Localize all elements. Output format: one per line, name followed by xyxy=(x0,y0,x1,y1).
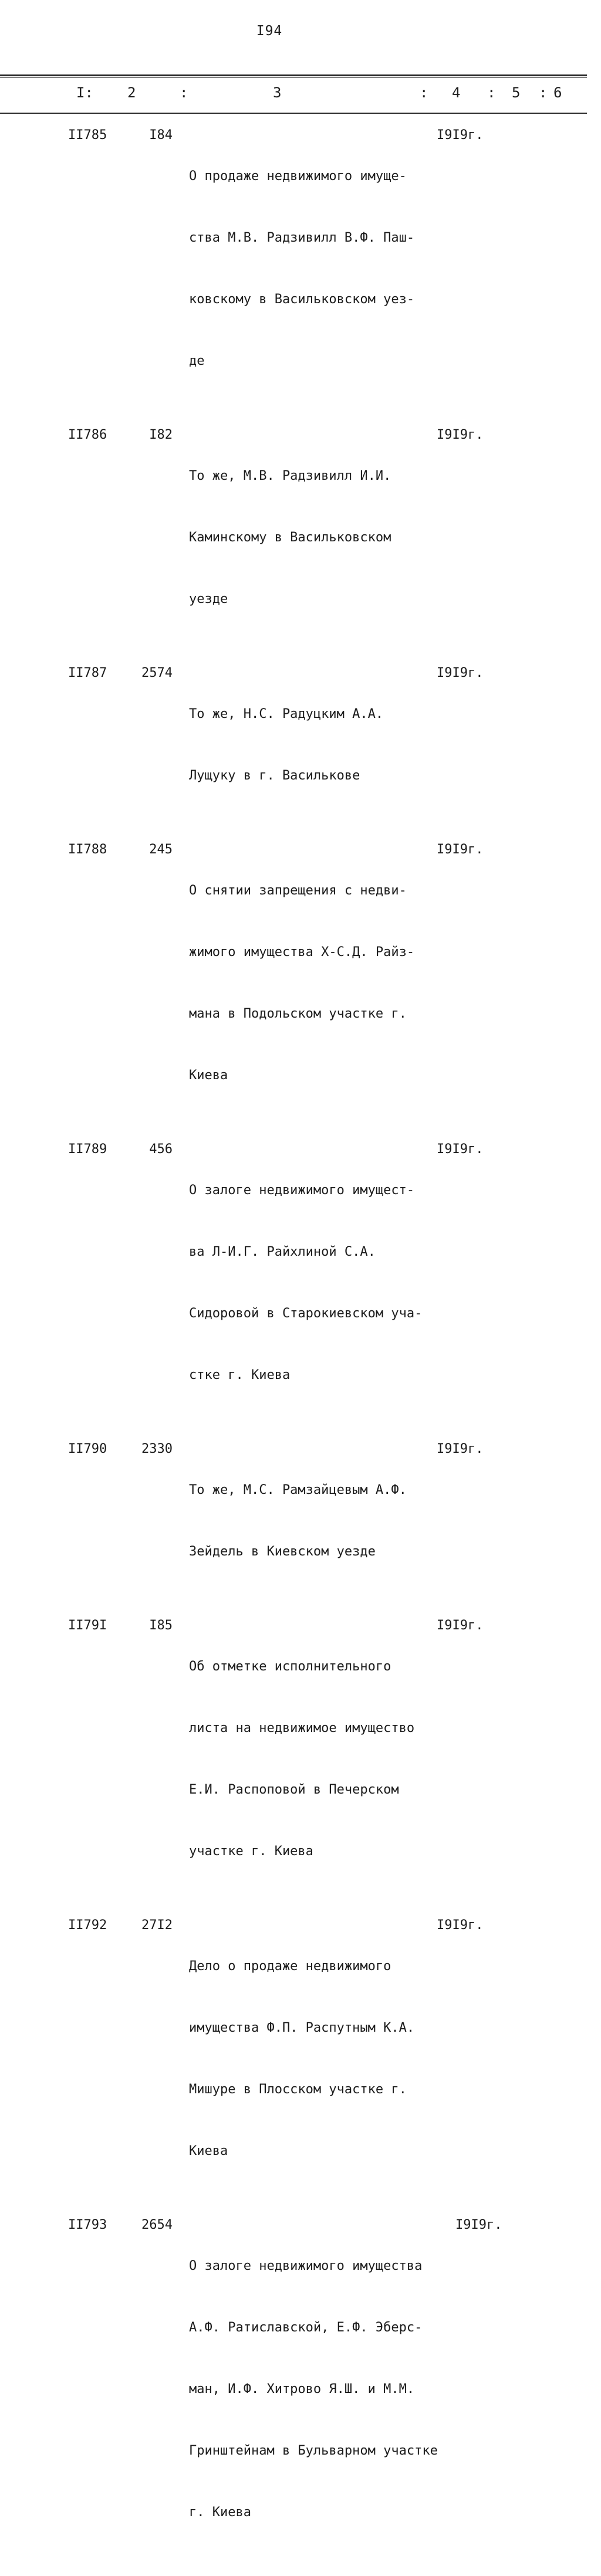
entry-year: I9I9г. xyxy=(437,1142,484,1157)
entry-number: II789 xyxy=(68,1142,107,1157)
column-header-6: 6 xyxy=(553,84,562,101)
entry-year: I9I9г. xyxy=(437,128,484,143)
entry-title-line: То же, Н.С. Радуцким А.А. xyxy=(189,707,384,721)
entry-year: I9I9г. xyxy=(437,666,484,680)
entry-title-line: Гринштейнам в Бульварном участке xyxy=(189,2443,438,2458)
header-rule-top xyxy=(0,74,587,76)
entry xyxy=(0,839,601,1127)
entry-sheet-count: I85 xyxy=(149,1618,173,1633)
entry-title-line: О залоге недвижимого имущест- xyxy=(189,1183,415,1198)
entry xyxy=(0,425,601,650)
entry-title xyxy=(189,125,441,412)
entry-title-line: г. Киева xyxy=(189,2505,251,2520)
entry-title-line: О снятии запрещения с недви- xyxy=(189,883,407,898)
column-header-sep: : xyxy=(487,84,496,101)
column-header-2: 2 xyxy=(127,84,136,101)
entry-number: II790 xyxy=(68,1442,107,1456)
header-rule-top-thin xyxy=(0,77,587,78)
entry-title-line: Сидоровой в Старокиевском уча- xyxy=(189,1306,423,1321)
entry-sheet-count: 27I2 xyxy=(141,1918,173,1933)
entry-number: II787 xyxy=(68,666,107,680)
entry xyxy=(0,125,601,412)
entry-title-line: участке г. Киева xyxy=(189,1844,313,1859)
column-header-sep: : xyxy=(180,84,188,101)
page-number: I94 xyxy=(256,23,283,39)
column-header-3: 3 xyxy=(273,84,282,101)
entry xyxy=(0,1615,601,1903)
entry-title-line: Мишуре в Плосском участке г. xyxy=(189,2082,407,2097)
entry-title-line: Дело о продаже недвижимого xyxy=(189,1959,391,1974)
entry-sheet-count: 2330 xyxy=(141,1442,173,1456)
entry-year: I9I9г. xyxy=(437,1918,484,1933)
entry-title xyxy=(189,1439,441,1603)
entry-number: II786 xyxy=(68,428,107,442)
entry xyxy=(0,2215,601,2564)
entry-title-line: ман, И.Ф. Хитрово Я.Ш. и М.М. xyxy=(189,2382,415,2397)
entry-number: II793 xyxy=(68,2218,107,2232)
column-header-5: 5 xyxy=(512,84,521,101)
entry-title-line: Е.И. Распоповой в Печерском xyxy=(189,1782,399,1797)
entry-year: I9I9г. xyxy=(437,1442,484,1456)
entry-sheet-count: 2654 xyxy=(141,2218,173,2232)
entry-title-line: уезде xyxy=(189,592,228,606)
entry-year: I9I9г. xyxy=(437,1618,484,1633)
entry-title xyxy=(189,2215,441,2564)
entry-title-line: О продаже недвижимого имуще- xyxy=(189,169,407,184)
entry-number: II785 xyxy=(68,128,107,143)
column-header-1: I: xyxy=(76,84,93,101)
entry-title-line: де xyxy=(189,354,205,368)
entry xyxy=(0,1139,601,1426)
entry-title-line: Каминскому в Васильковском xyxy=(189,530,391,545)
entry-title-line: ковскому в Васильковском уез- xyxy=(189,292,415,307)
entry-title-line: Об отметке исполнительного xyxy=(189,1659,391,1674)
entry-title-line: мана в Подольском участке г. xyxy=(189,1006,407,1021)
entry-title xyxy=(189,1139,441,1426)
entry-title-line: Киева xyxy=(189,2144,228,2158)
header-rule-bottom xyxy=(0,113,587,114)
entry-title-line: То же, М.С. Рамзайцевым А.Ф. xyxy=(189,1483,407,1497)
entry-number: II79I xyxy=(68,1618,107,1633)
entry-title-line: ства М.В. Радзивилл В.Ф. Паш- xyxy=(189,231,415,245)
entry-title-line: О залоге недвижимого имущества xyxy=(189,2259,423,2273)
entry-title-line: Лущуку в г. Василькове xyxy=(189,768,360,783)
entry-number: II788 xyxy=(68,842,107,857)
entry-title-line: ва Л-И.Г. Райхлиной С.А. xyxy=(189,1245,376,1259)
entry-title xyxy=(189,1915,441,2202)
column-header-sep: : xyxy=(420,84,428,101)
inventory-list xyxy=(0,125,601,2576)
column-header-4: 4 xyxy=(452,84,461,101)
entry xyxy=(0,1915,601,2202)
entry-year: I9I9г. xyxy=(437,428,484,442)
entry-title xyxy=(189,663,441,827)
entry-year: I9I9г. xyxy=(437,842,484,857)
entry-title-line: Киева xyxy=(189,1068,228,1083)
entry-number: II792 xyxy=(68,1918,107,1933)
entry-year: I9I9г. xyxy=(455,2218,502,2232)
entry-title xyxy=(189,425,441,650)
column-header-sep: : xyxy=(539,84,548,101)
entry-sheet-count: 2574 xyxy=(141,666,173,680)
entry-title xyxy=(189,839,441,1127)
entry-title-line: Зейдель в Киевском уезде xyxy=(189,1544,376,1559)
entry-title-line: имущества Ф.П. Распутным К.А. xyxy=(189,2021,415,2035)
entry-sheet-count: 245 xyxy=(149,842,173,857)
entry-sheet-count: I84 xyxy=(149,128,173,143)
entry xyxy=(0,663,601,827)
entry-sheet-count: 456 xyxy=(149,1142,173,1157)
entry-title-line: То же, М.В. Радзивилл И.И. xyxy=(189,469,391,483)
entry-title-line: стке г. Киева xyxy=(189,1368,291,1382)
entry-title-line: листа на недвижимое имущество xyxy=(189,1721,415,1736)
entry-sheet-count: I82 xyxy=(149,428,173,442)
entry-title-line: А.Ф. Ратиславской, Е.Ф. Эберс- xyxy=(189,2320,423,2335)
entry-title-line: жимого имущества Х-С.Д. Райз- xyxy=(189,945,415,960)
entry-title xyxy=(189,1615,441,1903)
entry xyxy=(0,1439,601,1603)
